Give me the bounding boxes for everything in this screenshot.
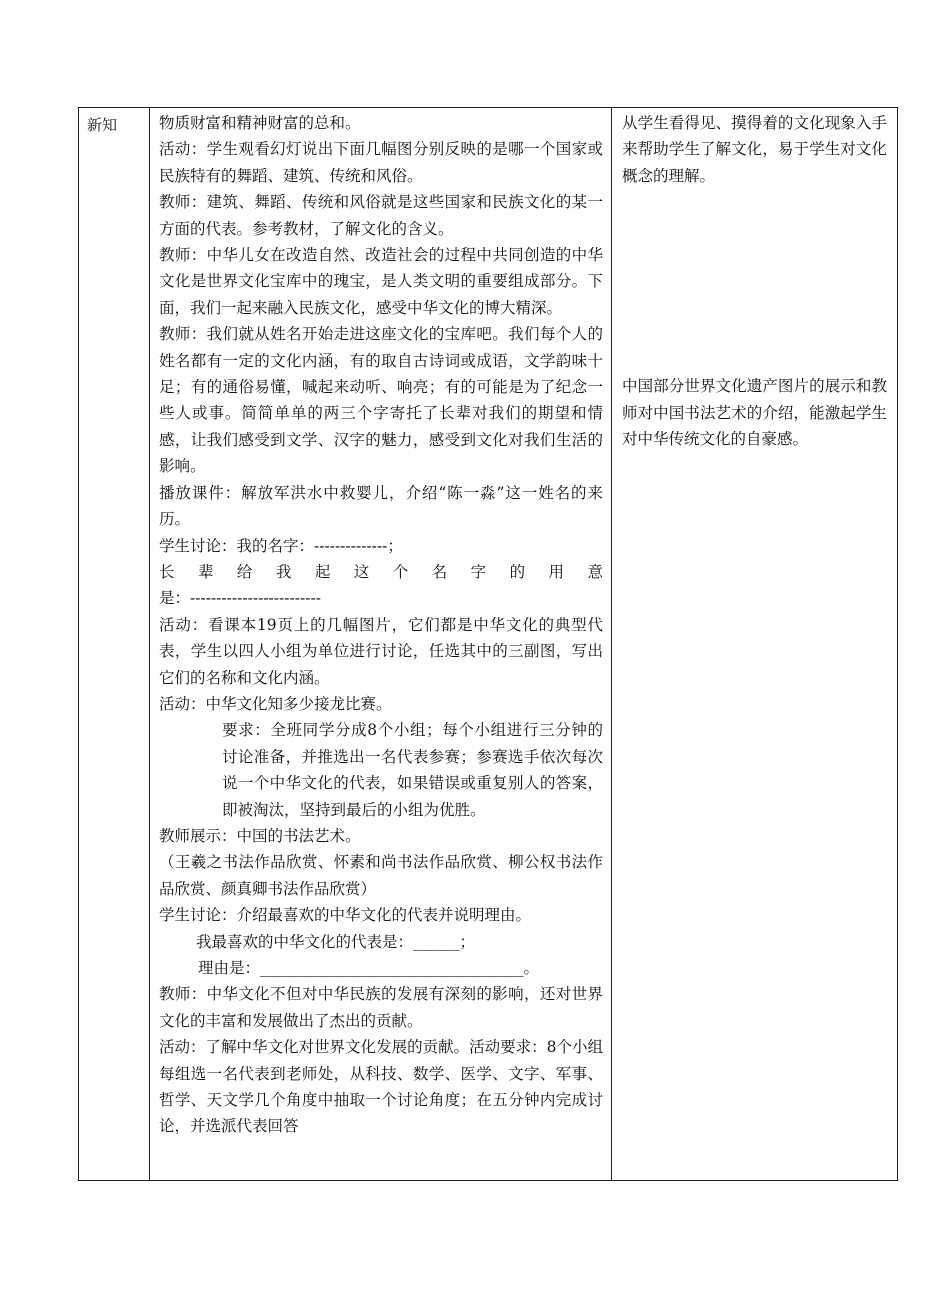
table-row: [79, 108, 898, 1181]
paragraph: 是：-------------------------: [159, 589, 321, 608]
paragraph: 活动：中华文化知多少接龙比赛。: [159, 694, 392, 713]
teaching-process-cell: [150, 108, 612, 1181]
teaching-process-text: [150, 108, 611, 1140]
section-cell: [79, 108, 150, 1181]
paragraph: 我最喜欢的中华文化的代表是：______；: [196, 932, 476, 951]
lesson-plan-table: [78, 107, 898, 1181]
note-paragraph: 从学生看得见、摸得着的文化现象入手来帮助学生了解文化，易于学生对文化概念的理解。: [622, 114, 887, 185]
paragraph: 物质财富和精神财富的总和。: [159, 114, 361, 132]
paragraph: 教师：中华文化不但对中华民族的发展有深刻的影响，还对世界文化的丰富和发展做出了杰出的贡献。: [159, 985, 603, 1030]
paragraph: 教师：我们就从姓名开始走进这座文化的宝库吧。我们每个人的姓名都有一定的文化内涵，有的取自古诗词或成语，文学韵味十足；有的通俗易懂，喊起来动听、响亮；有的可能是为了纪念一些人或事。简简单单的两三个字寄托了长辈对我们的期望和情感，让我们感受到文学、汉字的魅力，感受到文化对我们生活的影响。: [159, 325, 603, 476]
paragraph: 教师：中华儿女在改造自然、改造社会的过程中共同创造的中华文化是世界文化宝库中的瑰宝，是人类文明的重要组成部分。下面，我们一起来融入民族文化，感受中华文化的博大精深。: [159, 246, 603, 317]
paragraph: 理由是：__________________________________。: [198, 959, 540, 977]
paragraph: 教师展示：中国的书法艺术。: [159, 826, 361, 845]
paragraph: 学生讨论：我的名字：--------------；: [159, 536, 403, 555]
design-intent-cell: [612, 108, 898, 1181]
section-label: 新知: [87, 116, 118, 134]
note-paragraph: 中国部分世界文化遗产图片的展示和教师对中国书法艺术的介绍，能激起学生对中华传统文化的自豪感。: [622, 377, 887, 449]
paragraph: 学生讨论：介绍最喜欢的中华文化的代表并说明理由。: [159, 906, 532, 925]
note-spacer: [622, 189, 887, 373]
paragraph: 长 辈 给 我 起 这 个 名 字 的 用 意: [159, 562, 603, 581]
paragraph: 活动：看课本19页上的几幅图片，它们都是中华文化的典型代表，学生以四人小组为单位进行讨论，任选其中的三副图，写出它们的名称和文化内涵。: [159, 615, 603, 687]
paragraph: 播放课件：解放军洪水中救婴儿，介绍“陈一淼”这一姓名的来历。: [159, 483, 603, 529]
paragraph: 教师：建筑、舞蹈、传统和风俗就是这些国家和民族文化的某一方面的代表。参考教材，了解文化的含义。: [159, 193, 603, 238]
paragraph: 要求：全班同学分成8个小组；每个小组进行三分钟的讨论准备，并推选出一名代表参赛；参赛选手依次每次说一个中华文化的代表，如果错误或重复别人的答案，即被淘汰，坚持到最后的小组为优胜。: [222, 721, 603, 819]
paragraph: （王羲之书法作品欣赏、怀素和尚书法作品欣赏、柳公权书法作品欣赏、颜真卿书法作品欣赏）: [159, 853, 603, 898]
paragraph: 活动：了解中华文化对世界文化发展的贡献。活动要求：8个小组每组选一名代表到老师处，从科技、数学、医学、文字、军事、哲学、天文学几个角度中抽取一个讨论角度；在五分钟内完成讨论，并选派代表回答: [159, 1038, 603, 1136]
design-intent-text: [612, 108, 897, 452]
paragraph: 活动：学生观看幻灯说出下面几幅图分别反映的是哪一个国家或民族特有的舞蹈、建筑、传统和风俗。: [159, 140, 603, 185]
